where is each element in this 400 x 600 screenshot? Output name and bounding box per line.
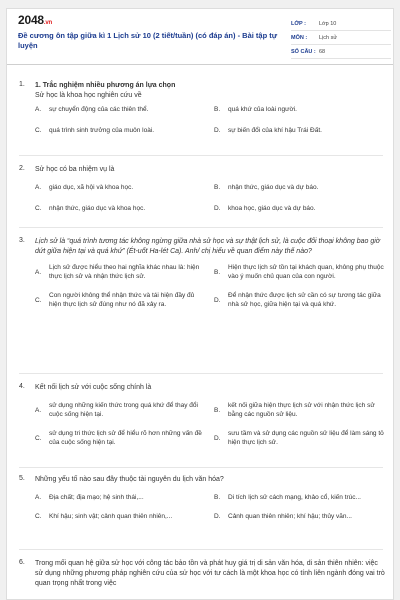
- option-text: giáo dục, xã hội và khoa học.: [49, 184, 134, 191]
- question-text: Những yếu tố nào sau đây thuộc tài nguyên du lịch văn hóa?: [35, 476, 224, 483]
- option-text: Hiện thực lịch sử tồn tại khách quan, không phụ thuộc vào ý muốn chủ quan của con người.: [228, 264, 384, 280]
- option-text: nhận thức, giáo dục và khoa học.: [49, 205, 146, 212]
- question-6: [19, 559, 387, 589]
- option-key: A.: [35, 494, 42, 501]
- option-c[interactable]: [35, 429, 208, 447]
- option-c[interactable]: [35, 512, 208, 521]
- option-text: Con người không thể nhận thức và tái hiện đầy đủ hiện thực lịch sử đúng như nó đã xảy ra.: [49, 292, 195, 308]
- option-text: sự chuyển động của các thiên thể.: [49, 106, 149, 113]
- question-text: Sử học có ba nhiệm vụ là: [35, 166, 115, 173]
- question-1: [19, 81, 387, 135]
- option-key: D.: [214, 296, 221, 304]
- option-key: A.: [35, 406, 42, 414]
- option-key: B.: [214, 184, 221, 191]
- meta-row-count: [291, 45, 391, 59]
- option-c[interactable]: [35, 291, 208, 309]
- option-key: B.: [214, 494, 221, 501]
- question-4: [19, 383, 387, 447]
- question-5: [19, 475, 387, 521]
- option-text: quá khứ của loài người.: [228, 106, 297, 113]
- option-d[interactable]: [214, 512, 387, 521]
- option-key: A.: [35, 106, 42, 113]
- logo-brand: 2048: [18, 13, 44, 27]
- meta-label: MÔN :: [291, 34, 308, 41]
- question-number: 5.: [19, 475, 25, 482]
- option-key: C.: [35, 127, 42, 134]
- option-text: Di tích lịch sử cách mạng, khảo cổ, kiến trúc...: [228, 494, 361, 501]
- option-a[interactable]: [35, 401, 208, 419]
- meta-label: SỐ CÂU :: [291, 48, 316, 55]
- option-b[interactable]: [214, 183, 387, 192]
- option-a[interactable]: [35, 183, 208, 192]
- meta-row-subject: [291, 31, 391, 45]
- option-text: Cảnh quan thiên nhiên; khí hậu; thủy văn...: [228, 513, 352, 520]
- option-a[interactable]: [35, 105, 208, 114]
- option-text: sự biến đổi của khí hậu Trái Đất.: [228, 127, 322, 134]
- question-section-title: 1. Trắc nghiệm nhiều phương án lựa chọn: [35, 82, 176, 89]
- logo-suffix: .vn: [43, 20, 52, 26]
- document-meta: [291, 17, 391, 59]
- document-title: Đề cương ôn tập giữa kì 1 Lịch sử 10 (2 tiết/tuần) (có đáp án) - Bài tập tự luyện: [18, 31, 278, 50]
- question-number: 3.: [19, 237, 25, 244]
- option-text: sử dụng tri thức lịch sử để hiểu rõ hơn những vấn đề của cuộc sống hiện tại.: [49, 430, 202, 446]
- document-page: [6, 8, 394, 600]
- question-number: 4.: [19, 383, 25, 390]
- option-d[interactable]: [214, 429, 387, 447]
- option-b[interactable]: [214, 493, 387, 502]
- option-d[interactable]: [214, 291, 387, 309]
- divider: [19, 373, 383, 374]
- option-b[interactable]: [214, 263, 387, 281]
- option-key: C.: [35, 296, 42, 304]
- option-key: C.: [35, 434, 42, 442]
- option-b[interactable]: [214, 401, 387, 419]
- question-number: 2.: [19, 165, 25, 172]
- option-text: Địa chất; địa mạo; hệ sinh thái,...: [49, 494, 144, 501]
- option-key: D.: [214, 205, 221, 212]
- question-text: Trong mối quan hệ giữa sử học với công tác bảo tồn và phát huy giá trị di sản văn hóa, di sản thiên nhiên: việc sử dụng những phương pháp nghiên cứu của sử học với tư cách là một khoa học có tính liên ngành đóng vai trò quan trọng nhất trong việc: [35, 560, 385, 587]
- meta-label: LỚP :: [291, 20, 306, 27]
- option-a[interactable]: [35, 493, 208, 502]
- meta-row-class: [291, 17, 391, 31]
- option-text: khoa học, giáo dục và dự báo.: [228, 205, 316, 212]
- meta-value: Lịch sử: [319, 34, 338, 41]
- question-number: 1.: [19, 81, 25, 88]
- site-logo[interactable]: [18, 13, 52, 27]
- question-text: Kết nối lịch sử với cuộc sống chính là: [35, 384, 152, 391]
- option-c[interactable]: [35, 204, 208, 213]
- document-header: [7, 9, 393, 65]
- option-c[interactable]: [35, 126, 208, 135]
- option-key: C.: [35, 513, 42, 520]
- option-text: Lịch sử được hiểu theo hai nghĩa khác nhau là: hiện thực lịch sử và nhận thức lịch sử.: [49, 264, 200, 280]
- question-2: [19, 165, 387, 213]
- option-key: B.: [214, 268, 221, 276]
- option-text: sưu tầm và sử dụng các nguồn sử liệu để làm sáng tỏ hiện thực lịch sử.: [228, 430, 384, 446]
- option-key: C.: [35, 205, 42, 212]
- divider: [19, 227, 383, 228]
- option-text: Để nhận thức được lịch sử cần có sự tương tác giữa nhà sử học, giữa hiện tại và quá khứ.: [228, 292, 381, 308]
- option-text: Khí hậu; sinh vật; cảnh quan thiên nhiên,...: [49, 513, 173, 520]
- question-3: [19, 237, 387, 309]
- option-key: A.: [35, 184, 42, 191]
- divider: [19, 549, 383, 550]
- option-key: B.: [214, 406, 221, 414]
- question-number: 6.: [19, 559, 25, 566]
- question-text: Sử học là khoa học nghiên cứu về: [35, 92, 142, 99]
- option-d[interactable]: [214, 126, 387, 135]
- question-text: Lịch sử là “quá trình tương tác không ngừng giữa nhà sử học và sự thật lịch sử, là cuộc đối thoại không bao giờ dứt giữa hiện tại và quá khứ” (Ét-uốt Ha-lét Ca). Anh/ chị hiểu về quan điểm này thế nào?: [35, 238, 380, 255]
- option-text: nhận thức, giáo dục và dự báo.: [228, 184, 319, 191]
- option-text: quá trình sinh trưởng của muôn loài.: [49, 127, 155, 134]
- option-key: D.: [214, 434, 221, 442]
- meta-value: Lớp 10: [319, 20, 337, 27]
- option-text: kết nối giữa hiện thực lịch sử với nhận thức lịch sử bằng các nguồn sử liệu.: [228, 402, 375, 418]
- option-text: sử dụng những kiến thức trong quá khứ để thay đổi cuộc sống hiện tại.: [49, 402, 198, 418]
- option-a[interactable]: [35, 263, 208, 281]
- option-key: B.: [214, 106, 221, 113]
- divider: [19, 155, 383, 156]
- option-d[interactable]: [214, 204, 387, 213]
- option-key: D.: [214, 127, 221, 134]
- option-b[interactable]: [214, 105, 387, 114]
- option-key: A.: [35, 268, 42, 276]
- option-key: D.: [214, 513, 221, 520]
- divider: [19, 467, 383, 468]
- meta-value: 68: [319, 48, 326, 55]
